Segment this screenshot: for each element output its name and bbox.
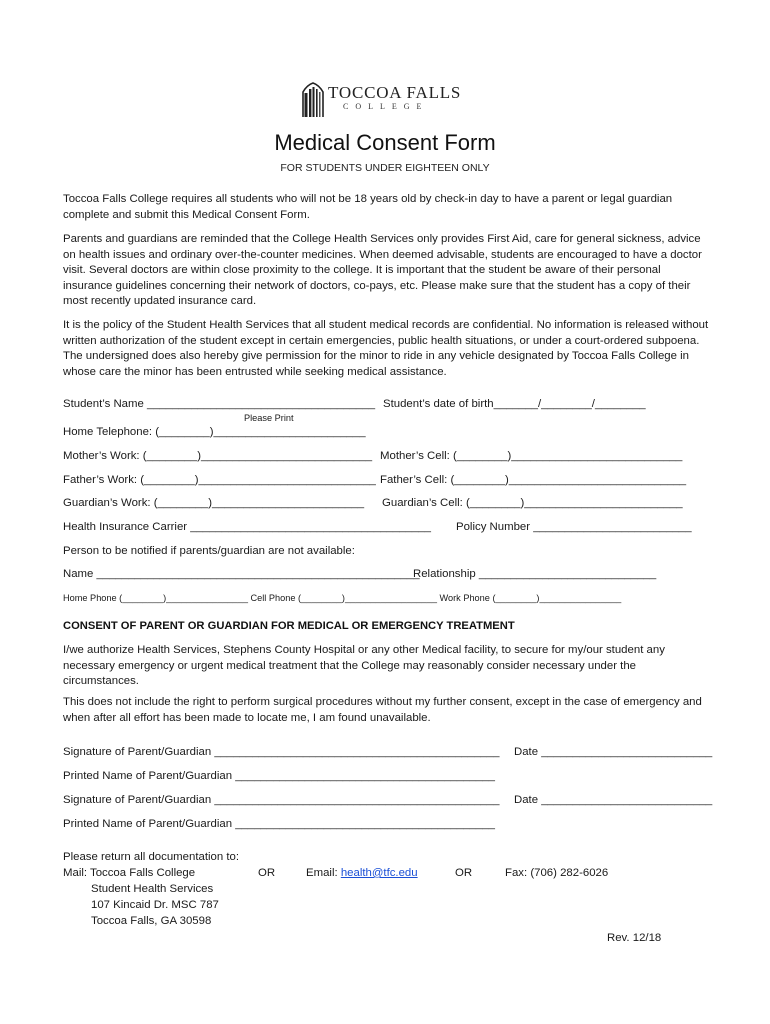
address-line-1: Student Health Services — [91, 883, 214, 895]
contact-phones-field[interactable]: Home Phone (________)________________ Cell Phone (________)__________________ Work Phone (________)________________ — [63, 593, 622, 603]
contact-name-field[interactable]: Name ___________________________________________________ — [63, 568, 420, 580]
guardian-work-field[interactable]: Guardian’s Work: (________)________________________ — [63, 497, 365, 509]
person-notified-label: Person to be notified if parents/guardian are not available: — [63, 545, 355, 557]
services-paragraph: Parents and guardians are reminded that the College Health Services only provides First Aid, care for general sickness, advice on health issues and ordinary over-the-counter medicines. When deemed advisable, students are encouraged to have a doctor visit. Several doctors are within close proximity to the college. It is important that the student be aware of their personal insurance guidelines concerning their network of doctors, co-pays, etc. Please make sure that the student has a copy of their most recently updated insurance card. — [63, 233, 702, 308]
email-link[interactable]: health@tfc.edu — [340, 867, 418, 879]
revision-label: Rev. 12/18 — [607, 932, 662, 944]
date-1-field[interactable]: Date ___________________________ — [514, 746, 713, 758]
address-line-2: 107 Kincaid Dr. MSC 787 — [91, 899, 219, 911]
please-print-hint: Please Print — [244, 413, 294, 423]
logo-name: TOCCOA FALLS — [328, 83, 462, 102]
student-dob-field[interactable]: Student’s date of birth_______/________/________ — [383, 398, 646, 410]
logo-subtitle: COLLEGE — [343, 102, 429, 111]
guardian-cell-field[interactable]: Guardian’s Cell: (________)_________________________ — [382, 497, 683, 509]
return-intro: Please return all documentation to: — [63, 851, 240, 863]
father-cell-field[interactable]: Father’s Cell: (________)____________________________ — [380, 474, 687, 486]
mother-work-field[interactable]: Mother’s Work: (________)___________________________ — [63, 450, 373, 462]
mother-cell-field[interactable]: Mother’s Cell: (________)___________________________ — [380, 450, 683, 462]
printed-name-2-field[interactable]: Printed Name of Parent/Guardian _________________________________________ — [63, 818, 495, 830]
return-email-label: Email: — [306, 867, 341, 879]
insurance-carrier-field[interactable]: Health Insurance Carrier ______________________________________ — [63, 521, 431, 533]
return-mail-label: Mail: Toccoa Falls College — [63, 867, 196, 879]
page-subtitle: FOR STUDENTS UNDER EIGHTEEN ONLY — [280, 162, 490, 174]
policy-paragraph: It is the policy of the Student Health Services that all student medical records are confidential. No information is released without written authorization of the student except in certain emergencies, public health situations, or under a court-ordered subpoena. The undersigned does also hereby give permission for the minor to ride in any vehicle designated by Toccoa Falls College in whose care the minor has been entrusted while seeking medical assistance. — [63, 319, 709, 378]
relationship-field[interactable]: Relationship ____________________________ — [413, 568, 657, 580]
printed-name-1-field[interactable]: Printed Name of Parent/Guardian _________________________________________ — [63, 770, 495, 782]
consent-exception-paragraph: This does not include the right to perform surgical procedures without my further consent, except in the case of emergency and when after all effort has been made to locate me, I am found unavailable. — [63, 696, 702, 724]
consent-heading: CONSENT OF PARENT OR GUARDIAN FOR MEDICAL OR EMERGENCY TREATMENT — [63, 620, 515, 632]
father-work-field[interactable]: Father’s Work: (________)____________________________ — [63, 474, 376, 486]
signature-1-field[interactable]: Signature of Parent/Guardian _____________________________________________ — [63, 746, 500, 758]
intro-paragraph: Toccoa Falls College requires all students who will not be 18 years old by check-in day to have a parent or legal guardian complete and submit this Medical Consent Form. — [63, 193, 673, 221]
page-title: Medical Consent Form — [274, 130, 496, 155]
return-or-2: OR — [455, 867, 473, 879]
falls-emblem-icon — [302, 82, 324, 118]
policy-number-field[interactable]: Policy Number _________________________ — [456, 521, 692, 533]
return-or-1: OR — [258, 867, 276, 879]
student-name-field[interactable]: Student’s Name ____________________________________ — [63, 398, 376, 410]
return-email — [306, 867, 418, 879]
college-logo — [302, 80, 462, 120]
signature-2-field[interactable]: Signature of Parent/Guardian _____________________________________________ — [63, 794, 500, 806]
address-line-3: Toccoa Falls, GA 30598 — [91, 915, 212, 927]
date-2-field[interactable]: Date ___________________________ — [514, 794, 713, 806]
home-telephone-field[interactable]: Home Telephone: (________)________________________ — [63, 426, 366, 438]
return-fax: Fax: (706) 282-6026 — [505, 867, 609, 879]
consent-authorization-paragraph: I/we authorize Health Services, Stephens County Hospital or any other Medical facility, to secure for my/our student any necessary emergency or urgent medical treatment that the College may reasonably consider necessary under the circumstances. — [63, 644, 665, 688]
